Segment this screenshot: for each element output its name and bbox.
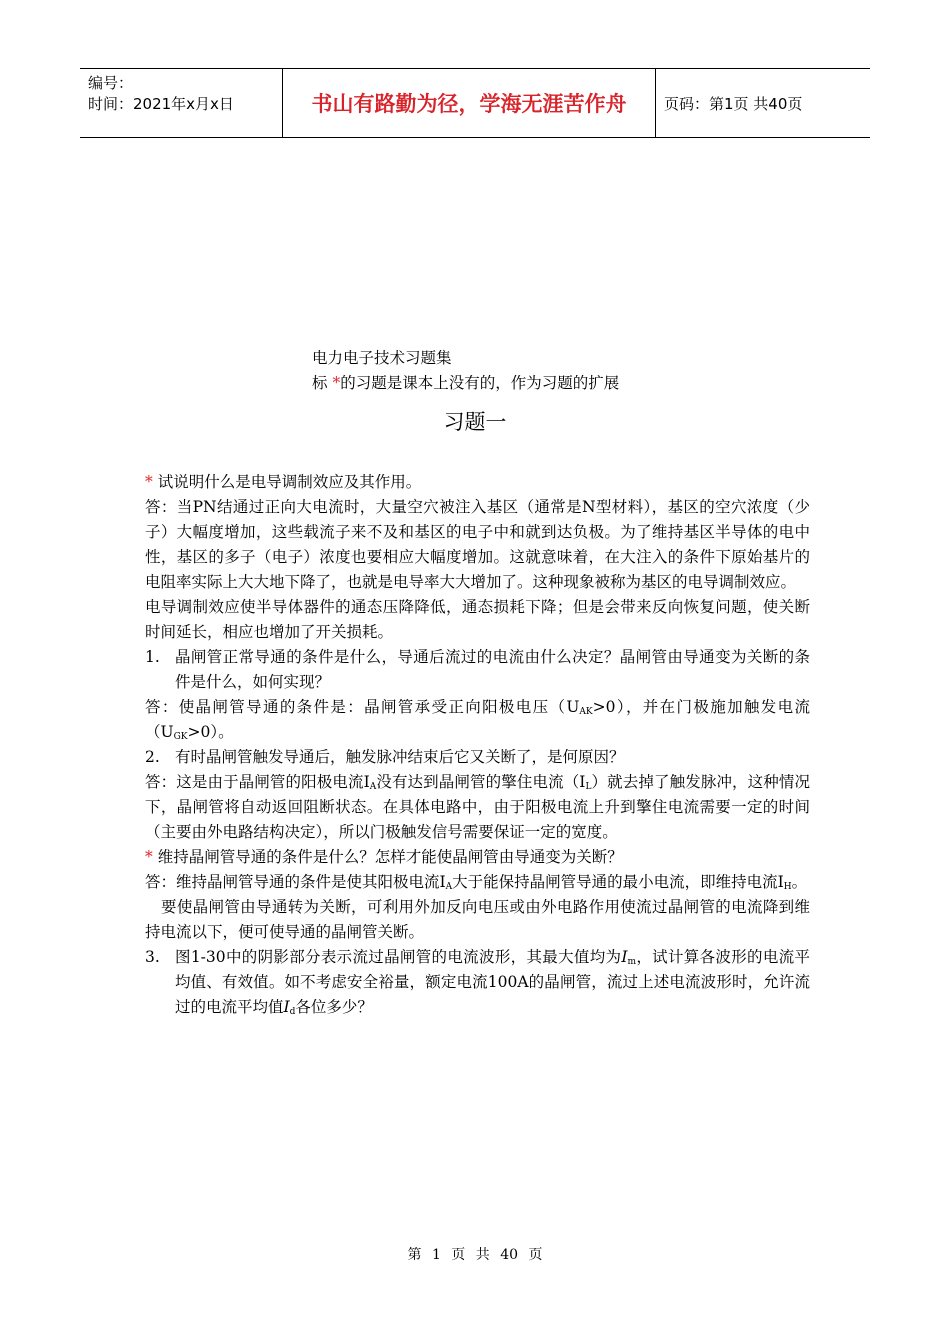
star-mark: * [145,848,158,866]
question-1 [145,645,810,695]
answer-text: >0），并在门极施加触发电流（U [145,698,810,741]
question-text-part: ，试计算各波形的电流平均值、有效值。如不考虑安全裕量，额定电流100A的晶闸管，流过上述电流波形时，允许流过的电流平均值 [175,948,810,1016]
answer-text: ）就去掉了触发脉冲，这种情况下，晶闸管将自动返回阻断状态。在具体电路中，由于阳极电流上升到擎住电流需要一定的时间（主要由外电路结构决定），所以门极触发信号需要保证一定的宽度。 [145,773,811,841]
variable-i: I [283,998,290,1016]
question-number: 2. [145,748,160,766]
answer-text: >0）。 [187,723,234,741]
star-mark: * [145,473,158,491]
question-text: 晶闸管正常导通的条件是什么，导通后流过的电流由什么决定？晶闸管由导通变为关断的条件是什么，如何实现？ [175,648,810,691]
question-text [175,945,810,1020]
answer-text: 答：使晶闸管导通的条件是：晶闸管承受正向阳极电压（U [145,698,580,716]
answer-text: 。 [791,873,808,891]
answer-paragraph [145,770,810,845]
subscript: L [585,782,592,792]
star-note-text: 的习题是课本上没有的，作为习题的扩展 [340,374,620,392]
subscript: AK [579,707,593,717]
section-title: 习题一 [443,410,507,434]
answer-text: 没有达到晶闸管的擎住电流（I [376,773,586,791]
answer-paragraph [145,870,810,895]
header-left-cell [80,69,282,137]
intro-block [312,346,619,396]
question-holding-current [145,845,810,870]
book-title: 电力电子技术习题集 [312,349,452,367]
question-text: 维持晶闸管导通的条件是什么？怎样才能使晶闸管由导通变为关断？ [157,848,623,866]
answer-text: 大于能保持晶闸管导通的最小电流，即维持电流I [452,873,784,891]
answer-text: 答：维持晶闸管导通的条件是使其阳极电流I [145,873,446,891]
answer-paragraph: 答：当PN结通过正向大电流时，大量空穴被注入基区（通常是N型材料），基区的空穴浓度（少子）大幅度增加，这些载流子来不及和基区的电子中和就到达负极。为了维持基区半导体的电中性，基区的多子（电子）浓度也要相应大幅度增加。这就意味着，在大注入的条件下原始基片的电阻率实际上大大地下降了，也就是电导率大大增加了。这种现象被称为基区的电导调制效应。 [145,498,810,591]
answer-paragraph [145,695,810,745]
question-text-part: 图1-30中的阴影部分表示流过晶闸管的电流波形，其最大值均为 [175,948,622,966]
motto: 书山有路勤为径，学海无涯苦作舟 [282,69,656,137]
question-text: 试说明什么是电导调制效应及其作用。 [157,473,422,491]
subscript: m [627,957,637,967]
variable-i: I [621,948,628,966]
question-number: 3. [145,948,160,966]
subscript: A [369,782,377,792]
subscript: H [783,882,792,892]
subscript: A [445,882,453,892]
question-number: 1. [145,648,160,666]
date-line: 时间：2021年x月x日 [88,95,234,113]
page-footer: 第 1 页 共 40 页 [407,1247,543,1263]
subscript: GK [173,732,188,742]
answer-paragraph: 要使晶闸管由导通转为关断，可利用外加反向电压或由外电路作用使流过晶闸管的电流降到维持电流以下，便可使导通的晶闸管关断。 [145,898,810,941]
page-code: 页码：第1页 共40页 [664,94,803,113]
question-2 [145,745,810,770]
subscript: d [289,1007,296,1017]
question-text: 有时晶闸管触发导通后，触发脉冲结束后它又关断了，是何原因？ [175,748,625,766]
star-note [312,371,619,396]
star-note-prefix: 标 [312,374,333,392]
answer-text: 答：这是由于晶闸管的阳极电流I [145,773,370,791]
page-header [80,68,870,138]
exercise-content [145,470,810,1020]
question-text-part: 各位多少？ [295,998,373,1016]
serial-label: 编号： [88,74,134,92]
question-3 [145,945,810,1020]
star-mark: * [332,374,341,392]
question-conductance-modulation [145,470,810,495]
answer-paragraph: 电导调制效应使半导体器件的通态压降降低，通态损耗下降；但是会带来反向恢复问题，使关断时间延长，相应也增加了开关损耗。 [145,598,810,641]
